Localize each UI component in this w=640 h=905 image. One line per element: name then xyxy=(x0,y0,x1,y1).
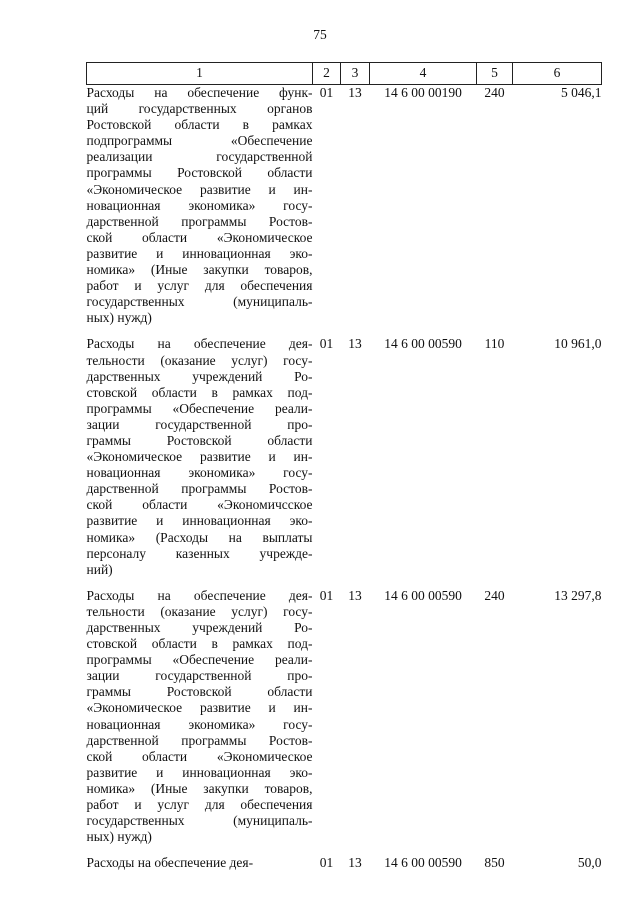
description-line: зации государственной про- xyxy=(86,416,313,432)
description-line: номика» (Расходы на выплаты xyxy=(86,529,313,545)
table-row xyxy=(87,85,602,327)
description-line: работ и услуг для обеспечения xyxy=(86,278,313,294)
description-line: «Экономическое развитие и ин- xyxy=(86,181,313,197)
row-target-article-code: 14 6 00 00590 xyxy=(384,587,462,603)
description-line: дарственной программы Ростов- xyxy=(86,481,313,497)
description-line: программы Ростовской области xyxy=(86,165,313,181)
row-spacer xyxy=(87,845,602,855)
description-line: номика» (Иные закупки товаров, xyxy=(86,262,313,278)
row-spacer-cell xyxy=(87,578,602,588)
description-line: новационная экономика» госу- xyxy=(86,716,313,732)
row-description xyxy=(87,588,313,846)
description-line: дарственных учреждений Ро- xyxy=(86,368,313,384)
row-spacer xyxy=(87,326,602,336)
row-section-code: 01 xyxy=(319,336,334,352)
header-col-2: 2 xyxy=(313,63,341,85)
row-description xyxy=(87,85,313,327)
description-line: ных) нужд) xyxy=(86,310,152,326)
description-line: зации государственной про- xyxy=(86,668,313,684)
description-line: ных) нужд) xyxy=(86,829,152,845)
description-line: дарственной программы Ростов- xyxy=(86,732,313,748)
row-section-code: 01 xyxy=(319,855,334,871)
row-spacer-cell xyxy=(87,845,602,855)
description-line: Ростовской области в рамках xyxy=(86,117,313,133)
row-expense-type-code: 240 xyxy=(484,85,505,100)
header-row xyxy=(87,63,602,85)
description-line: новационная экономика» госу- xyxy=(86,465,313,481)
row-expense-type-code: 850 xyxy=(484,855,505,871)
description-line: программы «Обеспечение реали- xyxy=(86,652,313,668)
description-line: дарственной программы Ростов- xyxy=(86,213,313,229)
row-section-code: 01 xyxy=(319,587,334,603)
row-subsection-code: 13 xyxy=(348,855,362,871)
row-amount: 50,0 xyxy=(577,855,602,871)
description-line: программы «Обеспечение реали- xyxy=(86,400,313,416)
description-line: стовской области в рамках под- xyxy=(86,636,313,652)
row-spacer-cell xyxy=(87,326,602,336)
description-line: реализации государственной xyxy=(86,149,313,165)
description-line: «Экономическое развитие и ин- xyxy=(86,449,313,465)
table-header xyxy=(87,63,602,85)
description-line: граммы Ростовской области xyxy=(86,684,313,700)
table-body xyxy=(87,85,602,872)
description-line: стовской области в рамках под- xyxy=(86,384,313,400)
header-col-3: 3 xyxy=(341,63,370,85)
description-line: персоналу казенных учрежде- xyxy=(86,545,313,561)
description-line: ской области «Экономическое xyxy=(86,748,313,764)
row-expense-type-code: 240 xyxy=(484,587,505,603)
description-line: новационная экономика» госу- xyxy=(86,197,313,213)
row-description xyxy=(87,336,313,577)
header-col-1: 1 xyxy=(87,63,313,85)
description-line: «Экономическое развитие и ин- xyxy=(86,700,313,716)
row-target-article-code: 14 6 00 00190 xyxy=(384,85,462,100)
row-expense-type-code: 110 xyxy=(484,336,505,352)
description-line: граммы Ростовской области xyxy=(86,432,313,448)
description-line: Расходы на обеспечение дея- xyxy=(86,855,254,871)
description-line: ний) xyxy=(86,561,113,577)
description-line: тельности (оказание услуг) госу- xyxy=(86,603,313,619)
row-amount: 13 297,8 xyxy=(554,587,602,603)
description-line: развитие и инновационная эко- xyxy=(86,245,313,261)
row-amount: 10 961,0 xyxy=(554,336,602,352)
row-target-article-code: 14 6 00 00590 xyxy=(384,336,462,352)
description-line: Расходы на обеспечение дея- xyxy=(86,336,313,352)
row-section-code: 01 xyxy=(319,85,334,100)
header-col-6: 6 xyxy=(513,63,602,85)
description-line: тельности (оказание услуг) госу- xyxy=(86,352,313,368)
description-line: развитие и инновационная эко- xyxy=(86,513,313,529)
row-description xyxy=(87,855,313,871)
row-subsection-code: 13 xyxy=(348,587,362,603)
table-row xyxy=(87,855,602,871)
description-line: государственных (муниципаль- xyxy=(86,813,313,829)
budget-table xyxy=(86,62,602,871)
description-line: Расходы на обеспечение функ- xyxy=(86,85,313,100)
header-col-5: 5 xyxy=(477,63,513,85)
description-line: государственных (муниципаль- xyxy=(86,294,313,310)
description-line: ской области «Экономическое xyxy=(86,229,313,245)
row-spacer xyxy=(87,578,602,588)
description-line: работ и услуг для обеспечения xyxy=(86,797,313,813)
table-row xyxy=(87,588,602,846)
row-subsection-code: 13 xyxy=(348,336,362,352)
header-col-4: 4 xyxy=(370,63,477,85)
description-line: дарственных учреждений Ро- xyxy=(86,620,313,635)
table-row xyxy=(87,336,602,577)
row-amount: 5 046,1 xyxy=(561,85,602,100)
description-line: Расходы на обеспечение дея- xyxy=(86,587,313,603)
row-target-article-code: 14 6 00 00590 xyxy=(384,855,462,871)
row-subsection-code: 13 xyxy=(348,85,362,100)
description-line: ской области «Экономичсское xyxy=(86,497,313,513)
description-line: подпрограммы «Обеспечение xyxy=(86,133,313,149)
description-line: развитие и инновационная эко- xyxy=(86,764,313,780)
description-line: ций государственных органов xyxy=(86,101,313,117)
page-number: 75 xyxy=(313,27,327,42)
description-line: номика» (Иные закупки товаров, xyxy=(86,780,313,796)
